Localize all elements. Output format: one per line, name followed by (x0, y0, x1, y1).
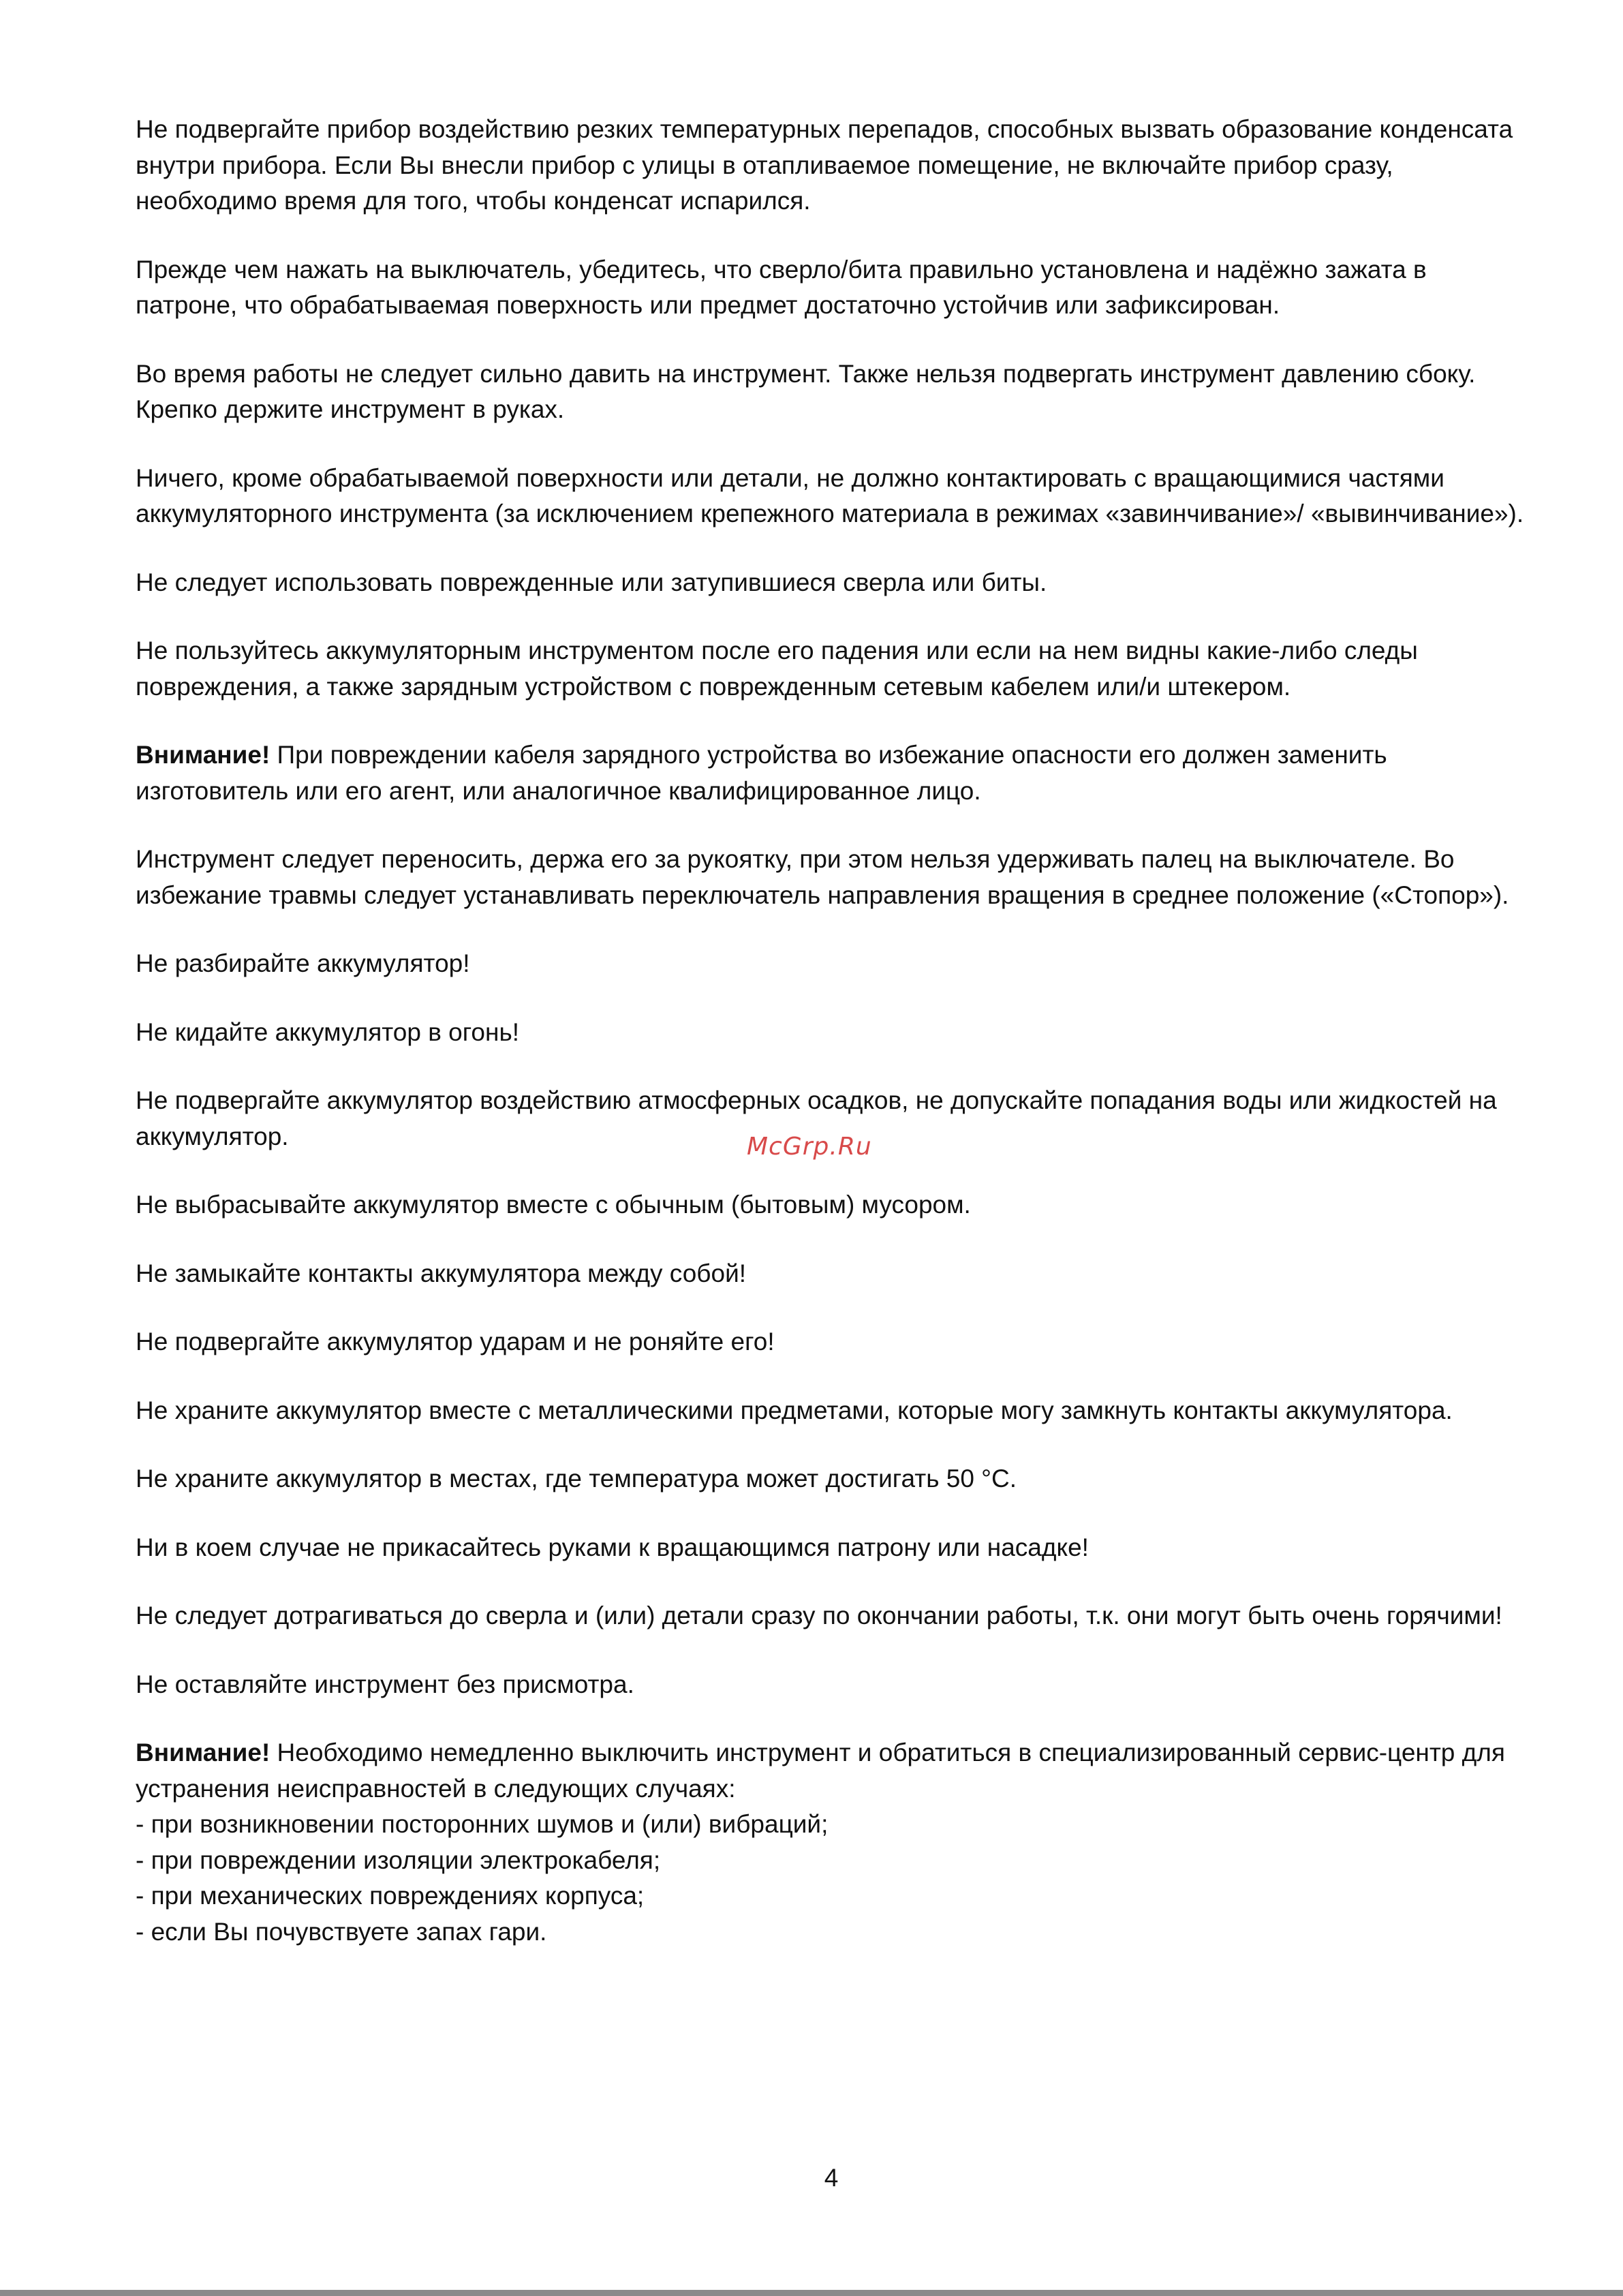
warning-text: Необходимо немедленно выключить инструмент и обратиться в специализированный сервис-центр для устранения неисправностей в следующих случаях: (136, 1739, 1505, 1803)
paragraph: Инструмент следует переносить, держа его за рукоятку, при этом нельзя удерживать палец на выключателе. Во избежание травмы следует устанавливать переключатель направления вращения в среднее положение («Стопор»). (136, 845, 1509, 909)
paragraph: Не оставляйте инструмент без присмотра. (136, 1670, 634, 1698)
warning-paragraph (136, 737, 1532, 809)
list-item: - при механических повреждениях корпуса; (136, 1882, 645, 1910)
paragraph: Прежде чем нажать на выключатель, убедитесь, что сверло/бита правильно установлена и надёжно зажата в патроне, что обрабатываемая поверхность или предмет достаточно устойчив или зафиксирован. (136, 255, 1427, 319)
paragraph: Ничего, кроме обрабатываемой поверхности или детали, не должно контактировать с вращающимися частями аккумуляторного инструмента (за исключением крепежного материала в режимах «завинчивание»/ «вывинчивание»). (136, 463, 1524, 527)
paragraph: Не храните аккумулятор вместе с металлическими предметами, которые могу замкнуть контакты аккумулятора. (136, 1396, 1453, 1424)
watermark-link[interactable]: McGrp.Ru (747, 1133, 872, 1161)
paragraph: Не подвергайте прибор воздействию резких температурных перепадов, способных вызвать образование конденсата внутри прибора. Если Вы внесли прибор с улицы в отапливаемое помещение, не включайте прибор сразу, необходимо время для того, чтобы конденсат испарился. (136, 115, 1513, 215)
page-content (136, 112, 1532, 1983)
list-item: - при повреждении изоляции электрокабеля; (136, 1846, 661, 1874)
list-item: - при возникновении посторонних шумов и (или) вибраций; (136, 1810, 829, 1838)
paragraph: Не следует использовать поврежденные или затупившиеся сверла или биты. (136, 568, 1047, 596)
page-number: 4 (824, 2164, 839, 2192)
paragraph: Во время работы не следует сильно давить на инструмент. Также нельзя подвергать инструмент давлению сбоку. Крепко держите инструмент в руках. (136, 359, 1476, 423)
paragraph: Не храните аккумулятор в местах, где температура может достигать 50 °С. (136, 1465, 1017, 1493)
list-item: - если Вы почувствуете запах гари. (136, 1917, 547, 1946)
paragraph: Не подвергайте аккумулятор воздействию атмосферных осадков, не допускайте попадания воды или жидкостей на аккумулятор. (136, 1086, 1497, 1150)
bottom-divider (0, 2290, 1623, 2296)
paragraph: Не выбрасывайте аккумулятор вместе с обычным (бытовым) мусором. (136, 1191, 971, 1219)
paragraph: Не разбирайте аккумулятор! (136, 949, 470, 977)
paragraph: Не кидайте аккумулятор в огонь! (136, 1017, 520, 1046)
paragraph: Не следует дотрагиваться до сверла и (или) детали сразу по окончании работы, т.к. они могут быть очень горячими! (136, 1602, 1502, 1629)
paragraph: Не замыкайте контакты аккумулятора между собой! (136, 1259, 747, 1287)
warning-label: Внимание! (136, 1739, 270, 1766)
warning-text: При повреждении кабеля зарядного устройства во избежание опасности его должен заменить изготовитель или его агент, или аналогичное квалифицированное лицо. (136, 741, 1387, 805)
warning-label: Внимание! (136, 741, 270, 769)
warning-paragraph (136, 1735, 1532, 1950)
paragraph: Ни в коем случае не прикасайтесь руками к вращающимся патрону или насадке! (136, 1533, 1089, 1561)
paragraph: Не пользуйтесь аккумуляторным инструментом после его падения или если на нем видны какие-либо следы повреждения, а также зарядным устройством с поврежденным сетевым кабелем или/и штекером. (136, 637, 1418, 701)
paragraph: Не подвергайте аккумулятор ударам и не роняйте его! (136, 1328, 775, 1356)
